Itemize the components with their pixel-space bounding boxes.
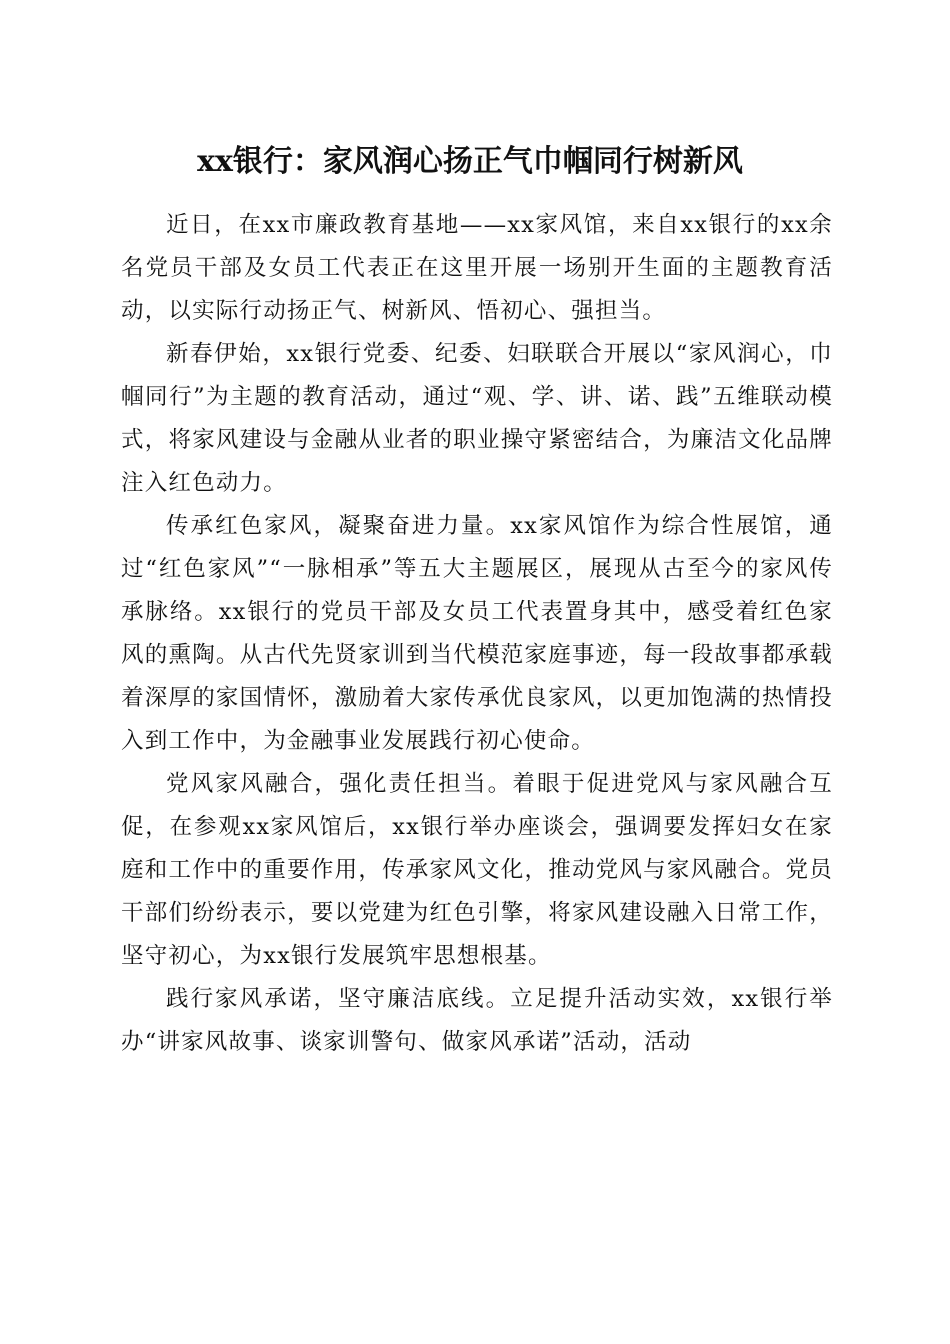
document-title: xx银行：家风润心扬正气巾帼同行树新风 <box>197 144 743 179</box>
paragraph-party-family-integration: 党风家风融合，强化责任担当。着眼于促进党风与家风融合互促，在参观xx家风馆后，xx银行举办座谈会，强调要发挥妇女在家庭和工作中的重要作用，传承家风文化，推动党风与家风融合。党员干部们纷纷表示，要以党建为红色引擎，将家风建设融入日常工作，坚守初心，为xx银行发展筑牢思想根基。 <box>121 771 833 969</box>
paragraph-intro: 近日，在xx市廉政教育基地——xx家风馆，来自xx银行的xx余名党员干部及女员工代表正在这里开展一场别开生面的主题教育活动，以实际行动扬正气、树新风、悟初心、强担当。 <box>121 212 833 324</box>
paragraph-family-commitment: 践行家风承诺，坚守廉洁底线。立足提升活动实效，xx银行举办“讲家风故事、谈家训警句、做家风承诺”活动，活动 <box>121 986 833 1055</box>
paragraph-activity-overview: 新春伊始，xx银行党委、纪委、妇联联合开展以“家风润心，巾帼同行”为主题的教育活动，通过“观、学、讲、诺、践”五维联动模式，将家风建设与金融从业者的职业操守紧密结合，为廉洁文化品牌注入红色动力。 <box>121 341 833 496</box>
paragraph-red-family-tradition: 传承红色家风，凝聚奋进力量。xx家风馆作为综合性展馆，通过“红色家风”“一脉相承”等五大主题展区，展现从古至今的家风传承脉络。xx银行的党员干部及女员工代表置身其中，感受着红色家风的熏陶。从古代先贤家训到当代模范家庭事迹，每一段故事都承载着深厚的家国情怀，激励着大家传承优良家风，以更加饱满的热情投入到工作中，为金融事业发展践行初心使命。 <box>121 513 833 754</box>
document-body <box>121 204 833 1064</box>
